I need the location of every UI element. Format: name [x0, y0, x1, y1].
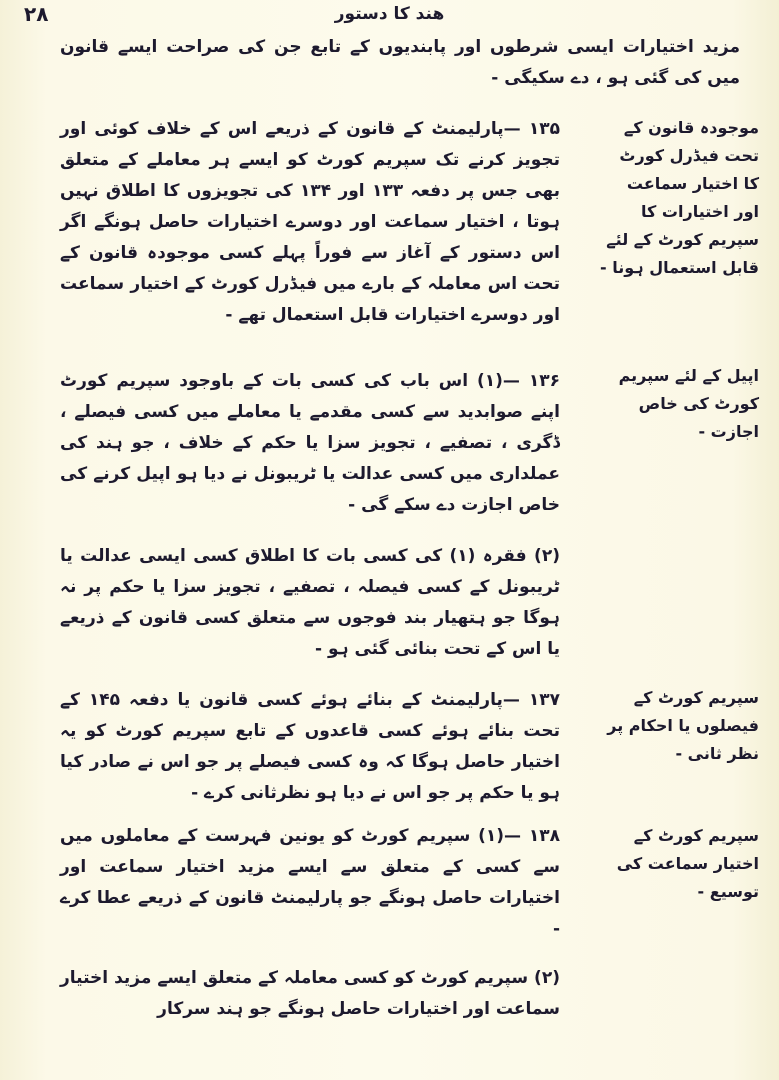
paragraph-article-135: ۱۳۵ —پارلیمنٹ کے قانون کے ذریعے اس کے خلاف کوئی اور تجویز کرنے تک سپریم کورٹ کو ایسے ہر معاملے کے متعلق بھی جس پر دفعہ ۱۳۳ اور ۱۳۴ کی تجویزوں کا اطلاق نہیں ہوتا ، اختیار سماعت اور دوسرے اختیارات حاصل ہونگے اگر اس دستور کے آغاز سے فوراً پہلے کسی موجودہ قانون کے تحت اس معاملہ کے بارے میں فیڈرل کورٹ کے اختیار سماعت اور دوسرے اختیارات قابل استعمال تھے - [60, 119, 560, 325]
paragraph-article-137: ۱۳۷ —پارلیمنٹ کے بنائے ہوئے کسی قانون یا دفعہ ۱۴۵ کے تحت بنائے ہوئے کسی قاعدوں کے تابع سپریم کورٹ کو یہ اختیار حاصل ہوگا کہ وہ کسی فیصلے پر جو اس نے صادر کیا ہو یا حکم پر جو اس نے دیا ہو نظرثانی کرے - [60, 690, 561, 803]
paragraph-article-136-2: (۲) فقرہ (۱) کی کسی بات کا اطلاق کسی ایسی عدالت یا ٹریبونل کے کسی فیصلہ ، تصفیے ، تجویز سزا یا حکم پر نہ ہوگا جو ہتھیار بند فوجوں سے متعلق کسی قانون کے ذریعے یا اس کے تحت بنائی گئی ہو - [60, 546, 560, 659]
paragraph-article-138-1: ۱۳۸ —(۱) سپریم کورٹ کو یونین فہرست کے معاملوں میں سے کسی کے متعلق سے ایسے مزید اختیار سماعت اور اختیارات حاصل ہونگے جو پارلیمنٹ قانون کے ذریعے عطا کرے - [60, 826, 560, 939]
paragraph-article-138-2: (۲) سپریم کورٹ کو کسی معاملہ کے متعلق ایسے مزید اختیار سماعت اور اختیارات حاصل ہونگے جو ہند سرکار [60, 968, 560, 1019]
running-title: هند کا دستور [334, 4, 445, 24]
margin-note-article-137: سپریم کورٹ کے فیصلوں یا احکام پر نظر ثانی - [607, 688, 759, 763]
margin-note-article-135: موجودہ قانون کے تحت فیڈرل کورٹ کا اختیار سماعت اور اختیارات کا سپریم کورٹ کے لئے قابل استعمال ہونا - [600, 118, 759, 277]
paragraph-article-136-1: ۱۳۶ —(۱) اس باب کی کسی بات کے باوجود سپریم کورٹ اپنے صوابدید سے کسی مقدمے یا معاملے میں کسی فیصلے ، ڈگری ، تصفیے ، تجویز سزا یا حکم کے خلاف ، جو ہند کی عملداری میں کسی عدالت یا ٹریبونل نے دیا ہو اپیل کرنے کی خاص اجازت دے سکے گی - [60, 371, 560, 515]
paragraph-continuation: مزید اختیارات ایسی شرطوں اور پابندیوں کے تابع جن کی صراحت ایسے قانون میں کی گئی ہو ، دے سکیگی - [60, 37, 740, 88]
margin-note-article-138: سپریم کورٹ کے اختیار سماعت کی توسیع - [616, 826, 759, 901]
page-number: ۲۸ [24, 2, 49, 26]
margin-note-article-136: اپیل کے لئے سپریم کورٹ کی خاص اجازت - [618, 366, 759, 441]
